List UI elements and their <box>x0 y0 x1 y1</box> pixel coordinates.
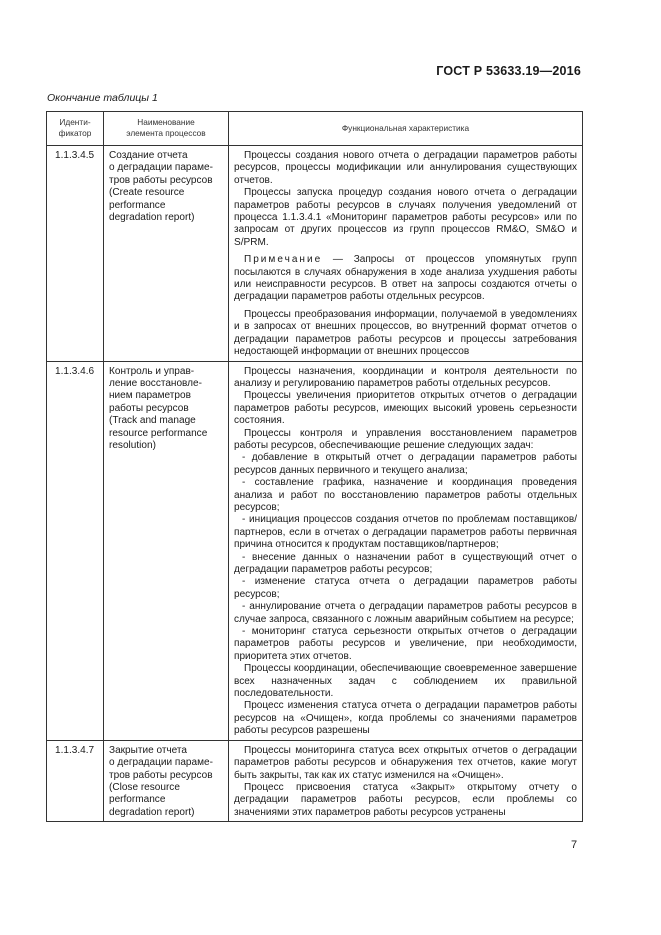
table-row <box>47 740 583 821</box>
row-process-name: Закрытие отчета о деградации параме- тров работы ресурсов (Close resource performance degradation report) <box>104 740 229 821</box>
row-function-description <box>229 740 583 821</box>
paragraph: Процесс изменения статуса отчета о деградации параметров работы ресурсов на «Очищен», когда проблемы со значениями параметров работы ресурсов разрешены <box>234 700 577 737</box>
paragraph: Процесс присвоения статуса «Закрыт» открытому отчету о деградации параметров работы ресурсов, если проблемы со значениями этих параметров работы ресурсов устранены <box>234 781 577 818</box>
note-text: — Запросы от процессов упомянутых групп посылаются в случаях обнаружения в ходе анализа ухудшения работы или неисправности ресурсов. В ответ на запросы создаются отчеты о деградации параметров работы отдельных ресурсов. <box>234 254 577 303</box>
paragraph: Процессы контроля и управления восстановлением параметров работы ресурсов, обеспечивающие решение следующих задач: <box>234 427 577 451</box>
column-header-id: Иденти- фикатор <box>47 112 104 146</box>
paragraph: Процессы создания нового отчета о деградации параметров работы ресурсов, процессы модификации или аннулирования существующих отчетов. <box>234 150 577 186</box>
row-function-description <box>229 146 583 362</box>
paragraph: Процессы преобразования информации, получаемой в уведомлениях и в запросах от внешних процессов, во внутренний формат отчетов о деградации параметров работы ресурсов и процессы затребования недостающей информации от внешних процессов <box>234 308 577 358</box>
list-item: - внесение данных о назначении работ в существующий отчет о деградации параметров работы ресурсов; <box>234 551 577 575</box>
list-item: - аннулирование отчета о деградации параметров работы ресурсов в случае запроса, связанного с ложным аварийным событием на ресурсе; <box>234 601 577 625</box>
page-number: 7 <box>571 839 578 851</box>
row-identifier: 1.1.3.4.7 <box>47 740 104 821</box>
row-identifier: 1.1.3.4.5 <box>47 146 104 362</box>
column-header-name: Наименование элемента процессов <box>104 112 229 146</box>
paragraph: Процессы координации, обеспечивающие своевременное завершение всех назначенных задач с соблюдением их правильной последовательности. <box>234 663 577 700</box>
row-function-description <box>229 361 583 740</box>
table-header-row <box>47 112 583 146</box>
paragraph: Процессы назначения, координации и контроля деятельности по анализу и регулированию параметров работы отдельных ресурсов. <box>234 365 577 389</box>
list-item: - мониторинг статуса серьезности открытых отчетов о деградации параметров работы ресурсов и увеличение, при необходимости, приоритета этих отчетов. <box>234 626 577 662</box>
paragraph: Процессы мониторинга статуса всех открытых отчетов о деградации параметров работы ресурсов и обнаружения тех отчетов, какие могут быть закрыты, так как их статус изменился на «Очищен». <box>234 744 577 781</box>
list-item: - изменение статуса отчета о деградации параметров работы ресурсов; <box>234 576 577 600</box>
list-item: - составление графика, назначение и координация проведения анализа и работ по восстановлению параметров работы отдельных ресурсов; <box>234 477 577 513</box>
table-row <box>47 146 583 362</box>
document-id-header: ГОСТ Р 53633.19—2016 <box>436 64 581 78</box>
table-caption: Окончание таблицы 1 <box>47 92 158 104</box>
paragraph: Процессы запуска процедур создания нового отчета о деградации параметров работы ресурсов в случаях получения уведомлений от процесса 1.1.3.4.1 «Мониторинг параметров работы ресурсов» или по запросам от других процессов из групп процессов RM&O, SM&O и S/PRM. <box>234 187 577 248</box>
function-table <box>46 111 583 822</box>
column-header-function: Функциональная характеристика <box>229 112 583 146</box>
list-item: - инициация процессов создания отчетов по проблемам поставщиков/партнеров, если в отчетах о деградации параметров работы первичная причина относится к продуктам поставщиков/партнеров; <box>234 514 577 551</box>
note-paragraph <box>234 254 577 304</box>
table-row <box>47 361 583 740</box>
note-label: Примечание <box>244 254 323 266</box>
list-item: - добавление в открытый отчет о деградации параметров работы ресурсов данных первичного и текущего анализа; <box>234 452 577 476</box>
paragraph: Процессы увеличения приоритетов открытых отчетов о деградации параметров работы ресурсов, имеющих высокий уровень серьезности состояния. <box>234 390 577 427</box>
row-process-name: Создание отчета о деградации параме- тров работы ресурсов (Create resource performance degradation report) <box>104 146 229 362</box>
row-process-name: Контроль и управ- ление восстановле- нием параметров работы ресурсов (Track and manage resource performance resolution) <box>104 361 229 740</box>
row-identifier: 1.1.3.4.6 <box>47 361 104 740</box>
